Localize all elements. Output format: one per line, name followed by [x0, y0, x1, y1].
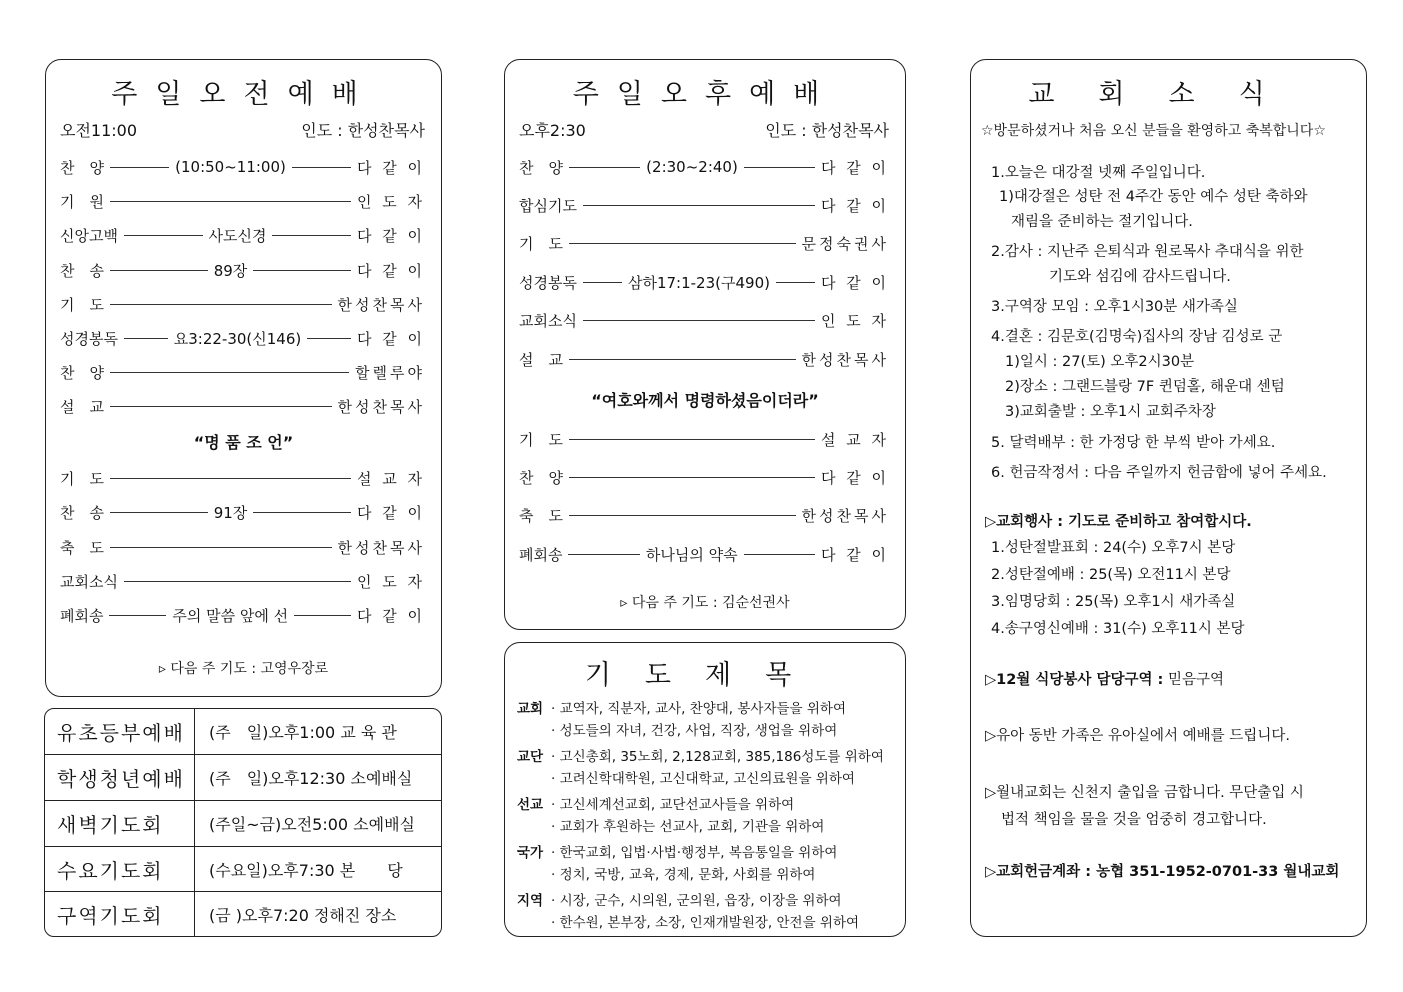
order-row [519, 348, 889, 370]
event-line: 2.성탄절예배 : 25(목) 오전11시 본당 [991, 567, 1231, 583]
order-person: 다 같 이 [357, 226, 426, 245]
order-row [519, 466, 889, 488]
news-line: 3)교회출발 : 오후1시 교회주차장 [1005, 404, 1216, 420]
afternoon-title: 주일오후예배 [572, 79, 838, 110]
order-row [60, 156, 425, 178]
news-line: 2.감사 : 지난주 은퇴식과 원로목사 추대식을 위한 [991, 244, 1304, 260]
leader-dashes [583, 282, 622, 283]
order-person: 다 같 이 [357, 329, 426, 348]
order-person: 설 교 자 [820, 430, 889, 449]
cafeteria-heading: ▷12월 식당봉사 담당구역 : [985, 672, 1164, 688]
order-person: 한성찬목사 [337, 538, 425, 557]
schedule-row [45, 800, 441, 846]
leader-dashes [110, 372, 349, 373]
leader-dashes [744, 167, 815, 168]
infant-notice: ▷유아 동반 가족은 유아실에서 예배를 드립니다. [985, 728, 1290, 744]
news-line: 5. 달력배부 : 한 가정당 한 부씩 받아 가세요. [991, 435, 1276, 451]
offering-account: ▷교회헌금계좌 : 농협 351-1952-0701-33 월내교회 [985, 864, 1340, 880]
leader-dashes [253, 270, 351, 271]
order-row [519, 156, 889, 178]
afternoon-next-prayer: ▹ 다음 주 기도 : 김순선권사 [620, 595, 790, 611]
morning-header [60, 118, 425, 141]
leader-dashes [110, 167, 169, 168]
order-row [60, 259, 425, 281]
order-detail: 요3:22-30(신146) [173, 329, 302, 348]
order-label: 찬 양 [60, 363, 104, 382]
prayer-text: 성도들의 자녀, 건강, 사업, 직장, 생업을 위하여 [559, 723, 838, 739]
order-label: 성경봉독 [519, 273, 577, 292]
order-detail: 주의 말씀 앞에 선 [172, 606, 289, 625]
order-label: 기 도 [60, 295, 104, 314]
schedule-time: (금 )오후7:20 정해진 장소 [209, 906, 397, 925]
leader-dashes [124, 338, 168, 339]
order-person: 한성찬목사 [337, 397, 425, 416]
order-label: 폐회송 [519, 545, 563, 564]
news-line: 재림을 준비하는 절기입니다. [1011, 214, 1193, 230]
prayer-title: 기도제목 [584, 660, 826, 691]
order-person: 다 같 이 [820, 468, 889, 487]
leader-dashes [110, 478, 351, 479]
order-label: 찬 양 [60, 158, 104, 177]
order-row [60, 604, 425, 626]
schedule-name: 유초등부예배 [45, 709, 195, 754]
schedule-time: (수요일)오후7:30 본 당 [209, 861, 403, 880]
prayer-category: 선교 [517, 797, 544, 813]
order-row [60, 224, 425, 246]
leader-dashes [109, 615, 166, 616]
leader-dashes [583, 205, 815, 206]
schedule-row [45, 891, 441, 937]
news-line: 6. 헌금작정서 : 다음 주일까지 헌금함에 넣어 주세요. [991, 465, 1327, 481]
order-row [519, 194, 889, 216]
leader-dashes [583, 320, 815, 321]
leader-dashes [569, 167, 640, 168]
leader-dashes [253, 512, 351, 513]
order-label: 찬 송 [60, 261, 104, 280]
leader-dashes [569, 515, 796, 516]
order-label: 기 도 [60, 469, 104, 488]
schedule-table [44, 708, 442, 937]
prayer-text: 정치, 국방, 교육, 경제, 문화, 사회를 위하여 [559, 867, 816, 883]
afternoon-header [519, 118, 889, 141]
order-row [60, 536, 425, 558]
prayer-line: · 한수원, 본부장, 소장, 인재개발원장, 안전을 위하여 [551, 915, 860, 931]
order-label: 설 교 [60, 397, 104, 416]
order-row [60, 467, 425, 489]
leader-dashes [776, 282, 815, 283]
event-line: 1.성탄절발표회 : 24(수) 오후7시 본당 [991, 540, 1236, 556]
event-line: 3.임명당회 : 25(목) 오후1시 새가족실 [991, 594, 1236, 610]
order-row [60, 570, 425, 592]
prayer-category: 교회 [517, 701, 544, 717]
order-row [519, 232, 889, 254]
order-detail: (10:50~11:00) [175, 158, 286, 176]
leader-dashes [272, 235, 351, 236]
order-person: 한성찬목사 [801, 506, 889, 525]
morning-title: 주일오전예배 [111, 79, 376, 110]
prayer-line: · 정치, 국방, 교육, 경제, 문화, 사회를 위하여 [551, 867, 816, 883]
order-label: 설 교 [519, 350, 563, 369]
order-row [60, 361, 425, 383]
leader-dashes [110, 201, 351, 202]
order-person: 한성찬목사 [337, 295, 425, 314]
schedule-time: (주 일)오후12:30 소예배실 [209, 769, 413, 788]
order-label: 기 원 [60, 192, 104, 211]
order-row [519, 504, 889, 526]
order-label: 축 도 [60, 538, 104, 557]
order-person: 다 같 이 [356, 606, 425, 625]
afternoon-sermon-title: “여호와께서 명령하셨음이더라” [591, 391, 819, 410]
prayer-category: 교단 [517, 749, 544, 765]
order-label: 찬 양 [519, 468, 563, 487]
schedule-row [45, 754, 441, 800]
afternoon-service-panel [504, 59, 906, 630]
schedule-row [45, 709, 441, 754]
news-line: 3.구역장 모임 : 오후1시30분 새가족실 [991, 299, 1238, 315]
schedule-row [45, 846, 441, 892]
order-row [60, 395, 425, 417]
prayer-text: 고려신학대학원, 고신대학교, 고신의료원을 위하여 [559, 771, 855, 787]
leader-dashes [744, 554, 815, 555]
order-label: 합심기도 [519, 196, 577, 215]
leader-dashes [568, 554, 639, 555]
warning-line-2: 법적 책임을 물을 것을 엄중히 경고합니다. [1001, 812, 1267, 828]
schedule-name: 수요기도회 [45, 847, 195, 892]
prayer-line: · 교회가 후원하는 선교사, 교회, 기관을 위하여 [551, 819, 825, 835]
prayer-line: 교회 · 교역자, 직분자, 교사, 찬양대, 봉사자들을 위하여 [517, 697, 897, 717]
news-line: 1)일시 : 27(토) 오후2시30분 [1005, 354, 1195, 370]
schedule-name: 구역기도회 [45, 892, 195, 937]
cafeteria-value: 믿음구역 [1167, 672, 1224, 688]
prayer-text: 교회가 후원하는 선교사, 교회, 기관을 위하여 [559, 819, 825, 835]
leader-dashes [294, 615, 351, 616]
order-label: 찬 송 [60, 503, 104, 522]
prayer-text: 고신세계선교회, 교단선교사들을 위하여 [559, 797, 795, 813]
church-news-panel [970, 59, 1367, 937]
order-person: 다 같 이 [821, 158, 890, 177]
leader-dashes [569, 359, 796, 360]
prayer-line: 국가 · 한국교회, 입법·사법·행정부, 복음통일을 위하여 [517, 841, 897, 861]
order-row [60, 327, 425, 349]
leader-dashes [124, 581, 351, 582]
morning-service-panel [45, 59, 442, 697]
order-row [519, 309, 889, 331]
order-person: 다 같 이 [820, 545, 889, 564]
order-person: 인 도 자 [820, 311, 889, 330]
order-label: 신앙고백 [60, 226, 118, 245]
order-person: 다 같 이 [357, 158, 426, 177]
order-label: 기 도 [519, 234, 563, 253]
morning-next-prayer: ▹ 다음 주 기도 : 고영우장로 [158, 661, 329, 677]
prayer-text: 시장, 군수, 시의원, 군의원, 읍장, 이장을 위하여 [559, 893, 842, 909]
prayer-line: 교단 · 고신총회, 35노회, 2,128교회, 385,186성도를 위하여 [517, 745, 897, 765]
prayer-topics-panel [504, 642, 906, 937]
prayer-line: 선교 · 고신세계선교회, 교단선교사들을 위하여 [517, 793, 897, 813]
order-label: 교회소식 [60, 572, 118, 591]
morning-leader: 인도 : 한성찬목사 [301, 121, 425, 140]
leader-dashes [307, 338, 351, 339]
order-detail: 89장 [213, 261, 248, 280]
leader-dashes [110, 406, 332, 407]
prayer-text: 한국교회, 입법·사법·행정부, 복음통일을 위하여 [559, 845, 838, 861]
event-line: 4.송구영신예배 : 31(수) 오후11시 본당 [991, 621, 1245, 637]
news-line: 4.결혼 : 김문호(김명숙)집사의 장남 김성로 군 [991, 329, 1283, 345]
events-heading: ▷교회행사 : 기도로 준비하고 참여합시다. [985, 514, 1252, 530]
leader-dashes [110, 547, 332, 548]
prayer-text: 고신총회, 35노회, 2,128교회, 385,186성도를 위하여 [559, 749, 884, 765]
order-row [519, 271, 889, 293]
leader-dashes [292, 167, 351, 168]
order-label: 폐회송 [60, 606, 104, 625]
order-detail: 91장 [213, 503, 248, 522]
order-label: 기 도 [519, 430, 563, 449]
order-person: 다 같 이 [821, 273, 890, 292]
news-welcome: ☆방문하셨거나 처음 오신 분들을 환영하고 축복합니다☆ [981, 123, 1326, 139]
order-person: 인 도 자 [356, 572, 425, 591]
order-person: 다 같 이 [357, 503, 426, 522]
leader-dashes [569, 477, 815, 478]
morning-time: 오전11:00 [60, 121, 138, 140]
schedule-name: 학생청년예배 [45, 755, 195, 800]
news-line: 1.오늘은 대강절 넷째 주일입니다. [991, 165, 1206, 181]
prayer-line: · 성도들의 자녀, 건강, 사업, 직장, 생업을 위하여 [551, 723, 838, 739]
prayer-text: 한수원, 본부장, 소장, 인재개발원장, 안전을 위하여 [559, 915, 860, 931]
leader-dashes [569, 439, 815, 440]
afternoon-time: 오후2:30 [519, 121, 586, 140]
order-person: 설 교 자 [356, 469, 425, 488]
order-label: 찬 양 [519, 158, 563, 177]
leader-dashes [124, 235, 203, 236]
order-row [60, 190, 425, 212]
warning-line-1: ▷월내교회는 신천지 출입을 금합니다. 무단출입 시 [985, 785, 1304, 801]
schedule-time: (주일~금)오전5:00 소예배실 [209, 815, 416, 834]
order-row [519, 428, 889, 450]
order-row [60, 293, 425, 315]
leader-dashes [110, 304, 332, 305]
order-person: 한성찬목사 [801, 350, 889, 369]
cafeteria-line [985, 668, 1224, 689]
order-row [60, 501, 425, 523]
news-line: 1)대강절은 성탄 전 4주간 동안 예수 성탄 축하와 [999, 189, 1308, 205]
order-label: 교회소식 [519, 311, 577, 330]
prayer-text: 교역자, 직분자, 교사, 찬양대, 봉사자들을 위하여 [559, 701, 846, 717]
order-person: 문정숙권사 [801, 234, 889, 253]
order-label: 성경봉독 [60, 329, 118, 348]
news-line: 기도와 섬김에 감사드립니다. [1049, 269, 1231, 285]
order-person: 다 같 이 [820, 196, 889, 215]
order-person: 다 같 이 [357, 261, 426, 280]
prayer-category: 지역 [517, 893, 544, 909]
leader-dashes [110, 270, 208, 271]
leader-dashes [110, 512, 208, 513]
order-person: 할렐루야 [355, 363, 425, 382]
schedule-time: (주 일)오후1:00 교 육 관 [209, 723, 397, 742]
prayer-line: · 고려신학대학원, 고신대학교, 고신의료원을 위하여 [551, 771, 855, 787]
prayer-category: 국가 [517, 845, 544, 861]
leader-dashes [569, 243, 796, 244]
order-detail: 하나님의 약속 [645, 545, 738, 564]
order-detail: 사도신경 [208, 226, 267, 245]
order-person: 인 도 자 [356, 192, 425, 211]
prayer-line: 지역 · 시장, 군수, 시의원, 군의원, 읍장, 이장을 위하여 [517, 889, 897, 909]
morning-sermon-title: “명 품 조 언” [193, 433, 294, 452]
news-title: 교회소식 [1028, 79, 1309, 110]
order-detail: 삼하17:1-23(구490) [627, 273, 770, 292]
order-detail: (2:30~2:40) [646, 158, 738, 176]
schedule-name: 새벽기도회 [45, 801, 195, 846]
afternoon-leader: 인도 : 한성찬목사 [765, 121, 889, 140]
order-row [519, 543, 889, 565]
order-label: 축 도 [519, 506, 563, 525]
news-line: 2)장소 : 그랜드블랑 7F 퀸덤홀, 해운대 센텀 [1005, 379, 1285, 395]
